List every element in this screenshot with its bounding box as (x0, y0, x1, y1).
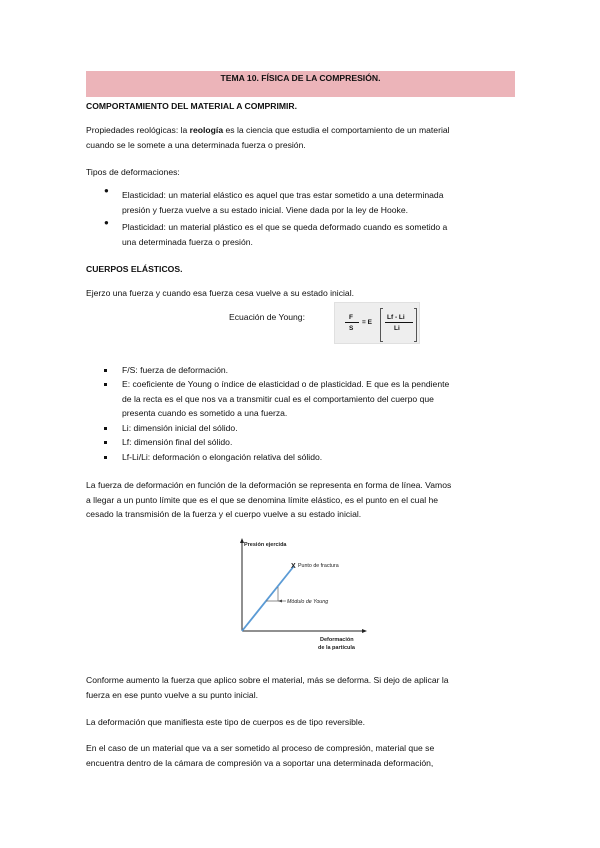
fraction-bar (345, 322, 359, 323)
bullet-icon (104, 427, 107, 430)
text: Propiedades reológicas: la (86, 125, 188, 135)
paragraph-tipos: Tipos de deformaciones: (86, 167, 180, 177)
fraction-bar (385, 322, 413, 323)
y-axis-label: Presión ejercida (244, 542, 287, 548)
bullet-icon (104, 441, 107, 444)
text: La fuerza de deformación en función de la deformación se representa en forma de línea. Vamos (86, 480, 452, 490)
section-heading-material: COMPORTAMIENTO DEL MATERIAL A COMPRIMIR. (86, 101, 298, 111)
eq-s: S (349, 325, 354, 332)
list-item-li: Li: dimensión inicial del sólido. (122, 423, 238, 433)
text: encuentra dentro de la cámara de compresión va a soportar una determinada deformación, (86, 757, 434, 768)
text: Plasticidad: un material plástico es el que se queda deformado cuando es sometido a (122, 222, 448, 232)
text: Conforme aumento la fuerza que aplico sobre el material, más se deforma. Si dejo de aplicar la (86, 675, 449, 685)
text: En el caso de un material que va a ser sometido al proceso de compresión, material que se (86, 743, 435, 753)
paragraph-reversible: La deformación que manifiesta este tipo de cuerpos es de tipo reversible. (86, 717, 365, 727)
text: presenta cuando es sometido a una fuerza. (122, 408, 288, 418)
text: una determinada fuerza o presión. (122, 236, 253, 247)
eq-li: Li (394, 325, 400, 332)
text: de la recta es el que nos va a transmitir cual es el comportamiento del cuerpo que (122, 393, 434, 404)
x-axis-label: de la partícula (318, 645, 355, 651)
text: E: coeficiente de Young o índice de elasticidad o de plasticidad. E que es la pendiente (122, 379, 450, 389)
paragraph-compresion (86, 741, 516, 770)
young-equation (334, 302, 420, 344)
list-item-e (122, 377, 516, 421)
x-axis-arrow (362, 629, 367, 633)
text: a llegar a un punto límite que es el que se denomina límite elástico, es el punto en el cual he (86, 494, 439, 505)
text: cesado la transmisión de la fuerza y el cuerpo vuelve a su estado inicial. (86, 509, 362, 519)
text: fuerza en ese punto vuelve a su punto inicial. (86, 689, 258, 700)
section-heading-cuerpos: CUERPOS ELÁSTICOS. (86, 264, 183, 274)
text: presión y fuerza vuelve a su estado inicial. Viene dada por la ley de Hooke. (122, 204, 408, 215)
x-axis-label: Deformación (320, 637, 354, 643)
paragraph-conforme (86, 673, 516, 702)
eq-f: F (349, 314, 353, 321)
list-item-lf-li: Lf-Li/Li: deformación o elongación relativa del sólido. (122, 452, 323, 462)
text: es la ciencia que estudia el comportamiento de un material (225, 125, 450, 135)
left-bracket (380, 308, 383, 342)
fracture-marker: X (291, 563, 296, 570)
paragraph-fuerza-deformacion (86, 478, 516, 522)
page-title: TEMA 10. FÍSICA DE LA COMPRESIÓN. (86, 71, 515, 97)
term-reologia: reología (189, 125, 224, 135)
young-equation-label: Ecuación de Young: (229, 312, 305, 322)
right-bracket (414, 308, 417, 342)
paragraph-reologia (86, 123, 516, 152)
bullet-icon (104, 369, 107, 372)
modulus-arrowhead (278, 600, 282, 603)
modulus-label: Módulo de Young (287, 599, 329, 605)
eq-equals-e: = E (362, 319, 372, 326)
list-item-plasticidad (122, 220, 516, 249)
list-item-elasticidad (122, 188, 516, 217)
eq-lf-li: Lf - Li (387, 314, 405, 321)
stress-strain-figure (230, 533, 370, 658)
text: cuando se le somete a una determinada fuerza o presión. (86, 139, 306, 150)
list-item-fs: F/S: fuerza de deformación. (122, 365, 229, 375)
bullet-icon (104, 456, 107, 459)
bullet-icon: ● (104, 186, 109, 195)
list-item-lf: Lf: dimensión final del sólido. (122, 437, 233, 447)
bullet-icon (104, 383, 107, 386)
text: Elasticidad: un material elástico es aquel que tras estar sometido a una determinada (122, 190, 444, 200)
bullet-icon: ● (104, 218, 109, 227)
paragraph-ejerzo: Ejerzo una fuerza y cuando esa fuerza cesa vuelve a su estado inicial. (86, 288, 354, 298)
fracture-label: Punto de fractura (298, 563, 339, 569)
